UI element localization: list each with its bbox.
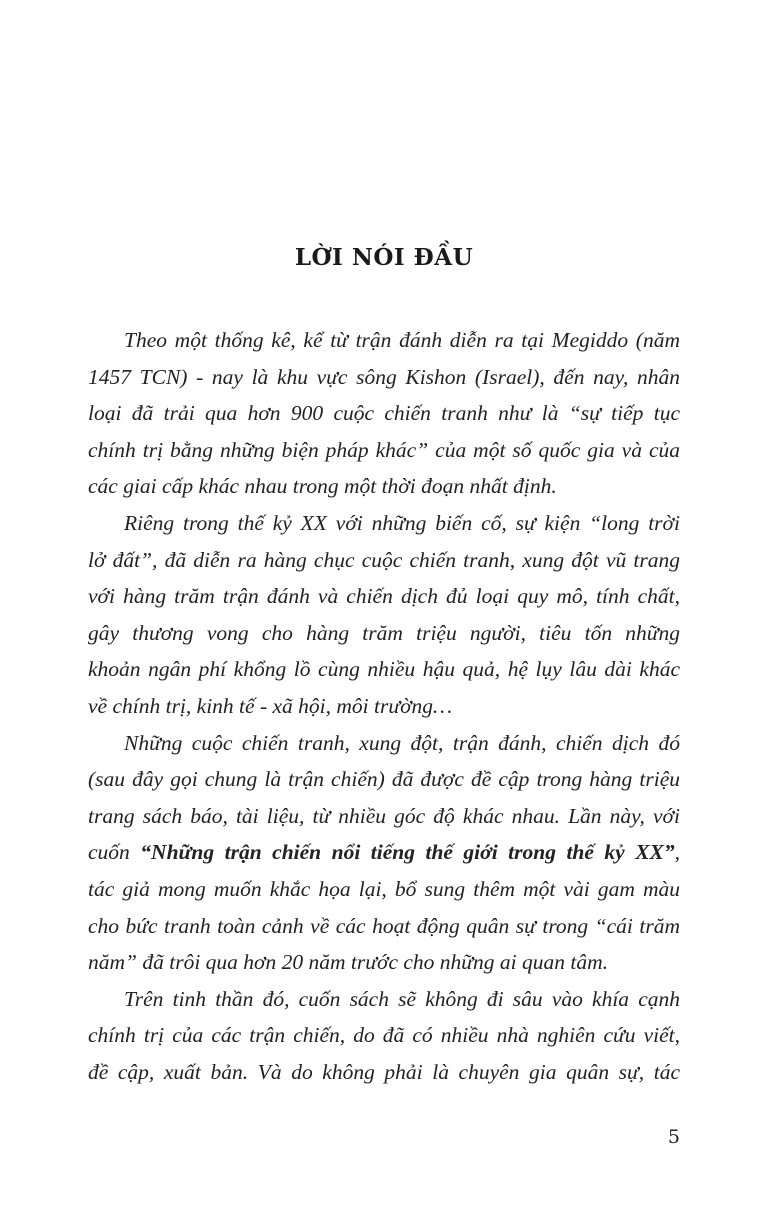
- text-line: các giai cấp khác nhau trong một thời đoạn nhất định.: [88, 474, 557, 499]
- text-line: (sau đây gọi chung là trận chiến) đã được đề cập trong hàng triệu: [88, 767, 680, 792]
- text-line: lở đất”, đã diễn ra hàng chục cuộc chiến tranh, xung đột vũ trang: [88, 547, 680, 572]
- text-span: ,: [674, 840, 680, 865]
- text-line: cho bức tranh toàn cảnh về các hoạt động quân sự trong “cái trăm: [88, 913, 680, 938]
- text-line: Theo một thống kê, kể từ trận đánh diễn ra tại Megiddo (năm: [124, 328, 680, 352]
- text-line: tác giả mong muốn khắc họa lại, bổ sung thêm một vài gam màu: [88, 876, 680, 901]
- text-line: Những cuộc chiến tranh, xung đột, trận đánh, chiến dịch đó: [124, 730, 680, 755]
- paragraph-3: [88, 725, 680, 981]
- text-line: gây thương vong cho hàng trăm triệu người, tiêu tốn những: [88, 620, 680, 645]
- page-title: LỜI NÓI ĐẦU: [294, 244, 474, 271]
- book-title: “Những trận chiến nổi tiếng thế giới trong thế kỷ XX”: [140, 840, 675, 865]
- paragraph-4: [88, 981, 680, 1091]
- text-line: năm” đã trôi qua hơn 20 năm trước cho những ai quan tâm.: [88, 950, 608, 975]
- page-number: 5: [667, 1126, 680, 1148]
- body-text: [88, 322, 680, 1090]
- paragraph-2: [88, 505, 680, 725]
- text-line: Trên tinh thần đó, cuốn sách sẽ không đi sâu vào khía cạnh: [124, 986, 680, 1011]
- text-line-book-title: [88, 834, 680, 871]
- text-line: với hàng trăm trận đánh và chiến dịch đủ loại quy mô, tính chất,: [88, 584, 680, 609]
- text-line: đề cập, xuất bản. Và do không phải là chuyên gia quân sự, tác: [88, 1059, 680, 1084]
- text-line: về chính trị, kinh tế - xã hội, môi trường…: [88, 693, 453, 718]
- text-span: cuốn: [88, 840, 141, 865]
- text-line: Riêng trong thế kỷ XX với những biến cố, sự kiện “long trời: [124, 510, 680, 535]
- text-line: chính trị bằng những biện pháp khác” của một số quốc gia và của: [88, 437, 680, 462]
- text-line: loại đã trải qua hơn 900 cuộc chiến tranh như là “sự tiếp tục: [88, 401, 680, 426]
- paragraph-1: [88, 322, 680, 505]
- text-line: chính trị của các trận chiến, do đã có nhiều nhà nghiên cứu viết,: [88, 1023, 680, 1048]
- text-line: 1457 TCN) - nay là khu vực sông Kishon (Israel), đến nay, nhân: [88, 364, 680, 389]
- text-line: trang sách báo, tài liệu, từ nhiều góc độ khác nhau. Lần này, với: [88, 803, 680, 828]
- text-line: khoản ngân phí khổng lồ cùng nhiều hậu quả, hệ lụy lâu dài khác: [88, 657, 680, 682]
